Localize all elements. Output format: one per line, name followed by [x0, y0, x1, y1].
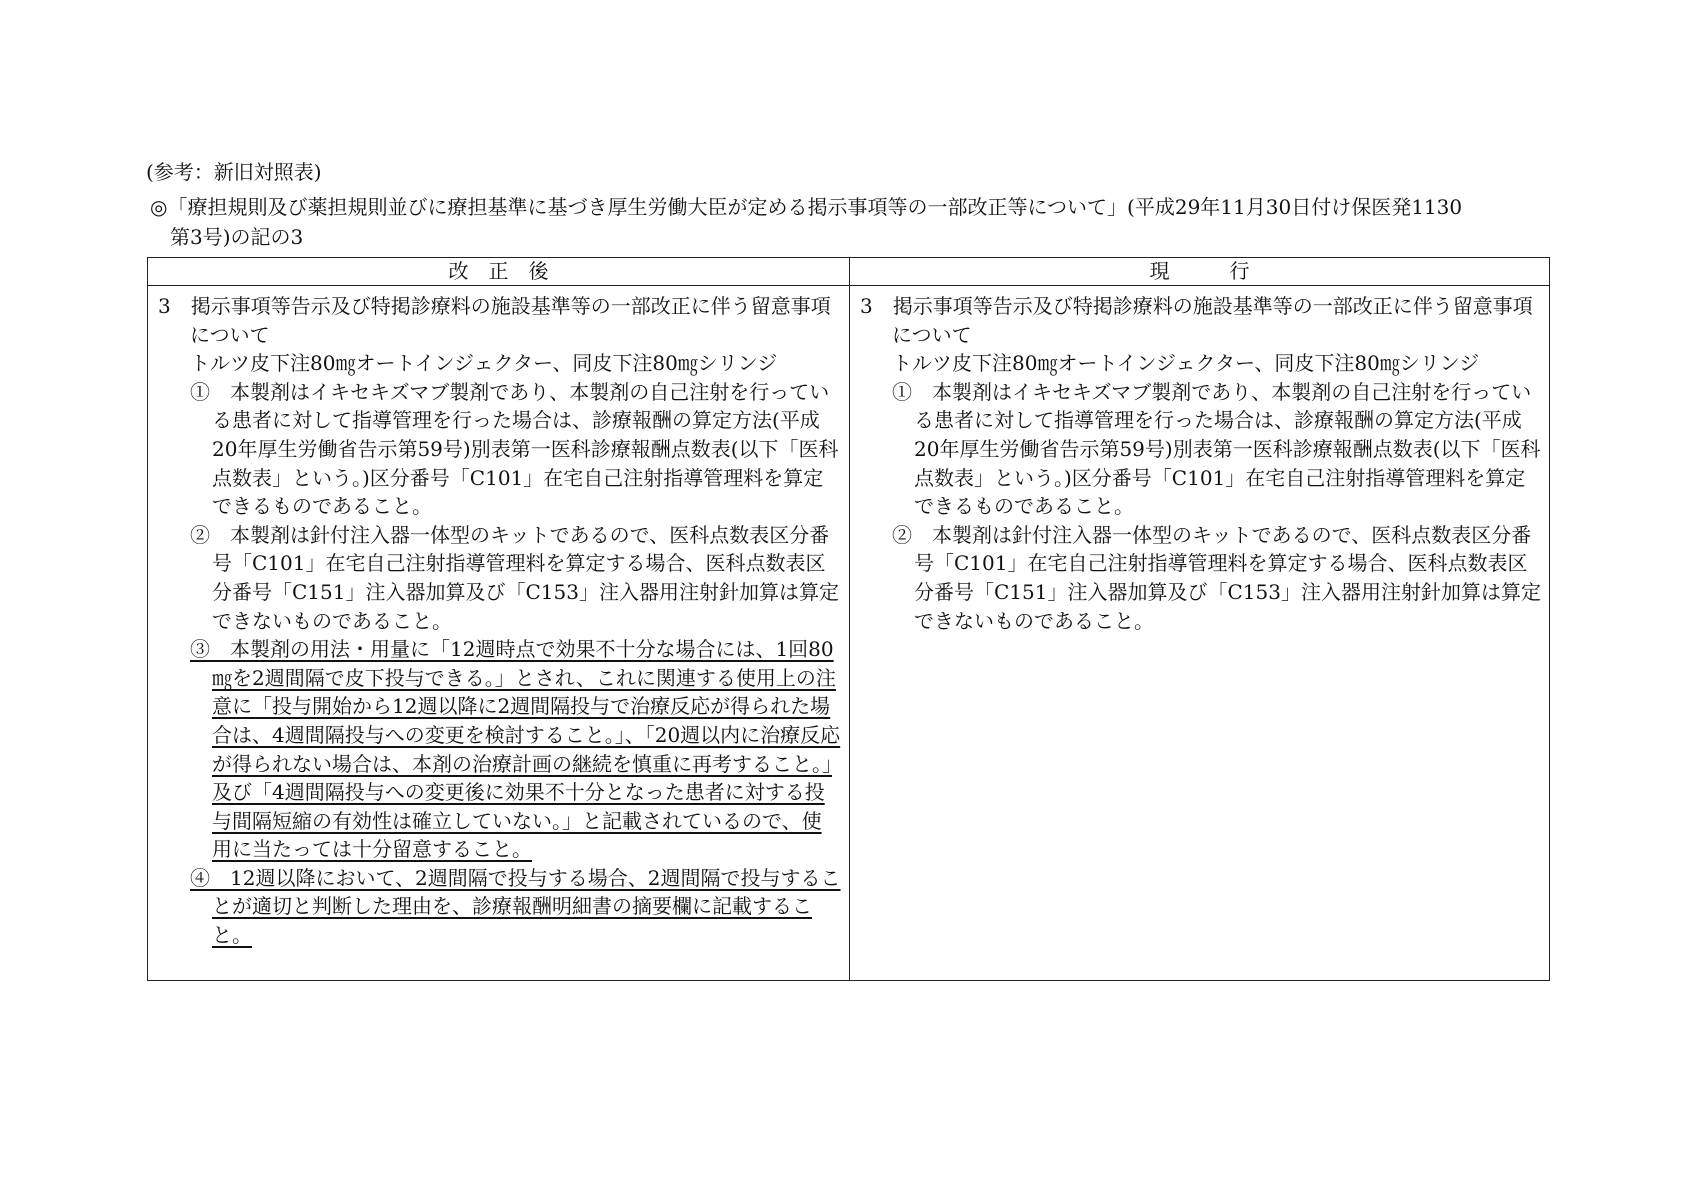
revised-column — [148, 286, 850, 981]
revised-item-2: ② 本製剤は針付注入器一体型のキットであるので、医科点数表区分番号「C101」在宅自己注射指導管理料を算定する場合、医科点数表区分番号「C151」注入器加算及び「C153」注入器用注射針加算は算定できないものであること。 — [190, 522, 839, 633]
current-item-2: ② 本製剤は針付注入器一体型のキットであるので、医科点数表区分番号「C101」在宅自己注射指導管理料を算定する場合、医科点数表区分番号「C151」注入器加算及び「C153」注入器用注射針加算は算定できないものであること。 — [892, 522, 1541, 633]
current-product-name: トルツ皮下注80㎎オートインジェクター、同皮下注80㎎シリンジ — [892, 351, 1480, 376]
revised-section-heading: 3 掲示事項等告示及び特掲診療料の施設基準等の一部改正に伴う留意事項について — [158, 294, 831, 347]
document-title-line-1: ◎「療担規則及び薬担規則並びに療担基準に基づき厚生労働大臣が定める掲示事項等の一部改正等について」(平成29年11月30日付け保医発1130 — [150, 195, 1463, 219]
revised-item-1: ① 本製剤はイキセキズマブ製剤であり、本製剤の自己注射を行っている患者に対して指導管理を行った場合は、診療報酬の算定方法(平成20年厚生労働省告示第59号)別表第一医科診療報酬点数表(以下「医科点数表」という。)区分番号「C101」在宅自己注射指導管理料を算定できるものであること。 — [190, 379, 839, 519]
document-title — [150, 192, 1560, 252]
document-title-line-2: 第3号)の記の3 — [170, 225, 304, 249]
current-column — [850, 286, 1550, 981]
header-revised: 改 正 後 — [148, 258, 850, 286]
comparison-table-header-row — [148, 258, 1550, 286]
current-item-1: ① 本製剤はイキセキズマブ製剤であり、本製剤の自己注射を行っている患者に対して指導管理を行った場合は、診療報酬の算定方法(平成20年厚生労働省告示第59号)別表第一医科診療報酬点数表(以下「医科点数表」という。)区分番号「C101」在宅自己注射指導管理料を算定できるものであること。 — [892, 379, 1541, 519]
current-section-heading: 3 掲示事項等告示及び特掲診療料の施設基準等の一部改正に伴う留意事項について — [860, 294, 1533, 347]
revised-item-3-added: ③ 本製剤の用法・用量に「12週時点で効果不十分な場合には、1回80㎎を2週間隔で皮下投与できる。」とされ、これに関連する使用上の注意に「投与開始から12週以降に2週間隔投与で治療反応が得られた場合は、4週間隔投与への変更を検討すること。」、「20週以内に治療反応が得られない場合は、本剤の治療計画の継続を慎重に再考すること。」及び「4週間隔投与への変更後に効果不十分となった患者に対する投与間隔短縮の有効性は確立していない。」と記載されているので、使用に当たっては十分留意すること。 — [190, 637, 841, 862]
reference-label: (参考：新旧対照表) — [146, 160, 322, 184]
header-current: 現 行 — [850, 258, 1550, 286]
revised-item-4-added: ④ 12週以降において、2週間隔で投与する場合、2週間隔で投与することが適切と判断した理由を、診療報酬明細書の摘要欄に記載すること。 — [190, 865, 841, 948]
comparison-table — [147, 257, 1550, 981]
comparison-table-body-row — [148, 286, 1550, 981]
revised-product-name: トルツ皮下注80㎎オートインジェクター、同皮下注80㎎シリンジ — [190, 351, 778, 376]
